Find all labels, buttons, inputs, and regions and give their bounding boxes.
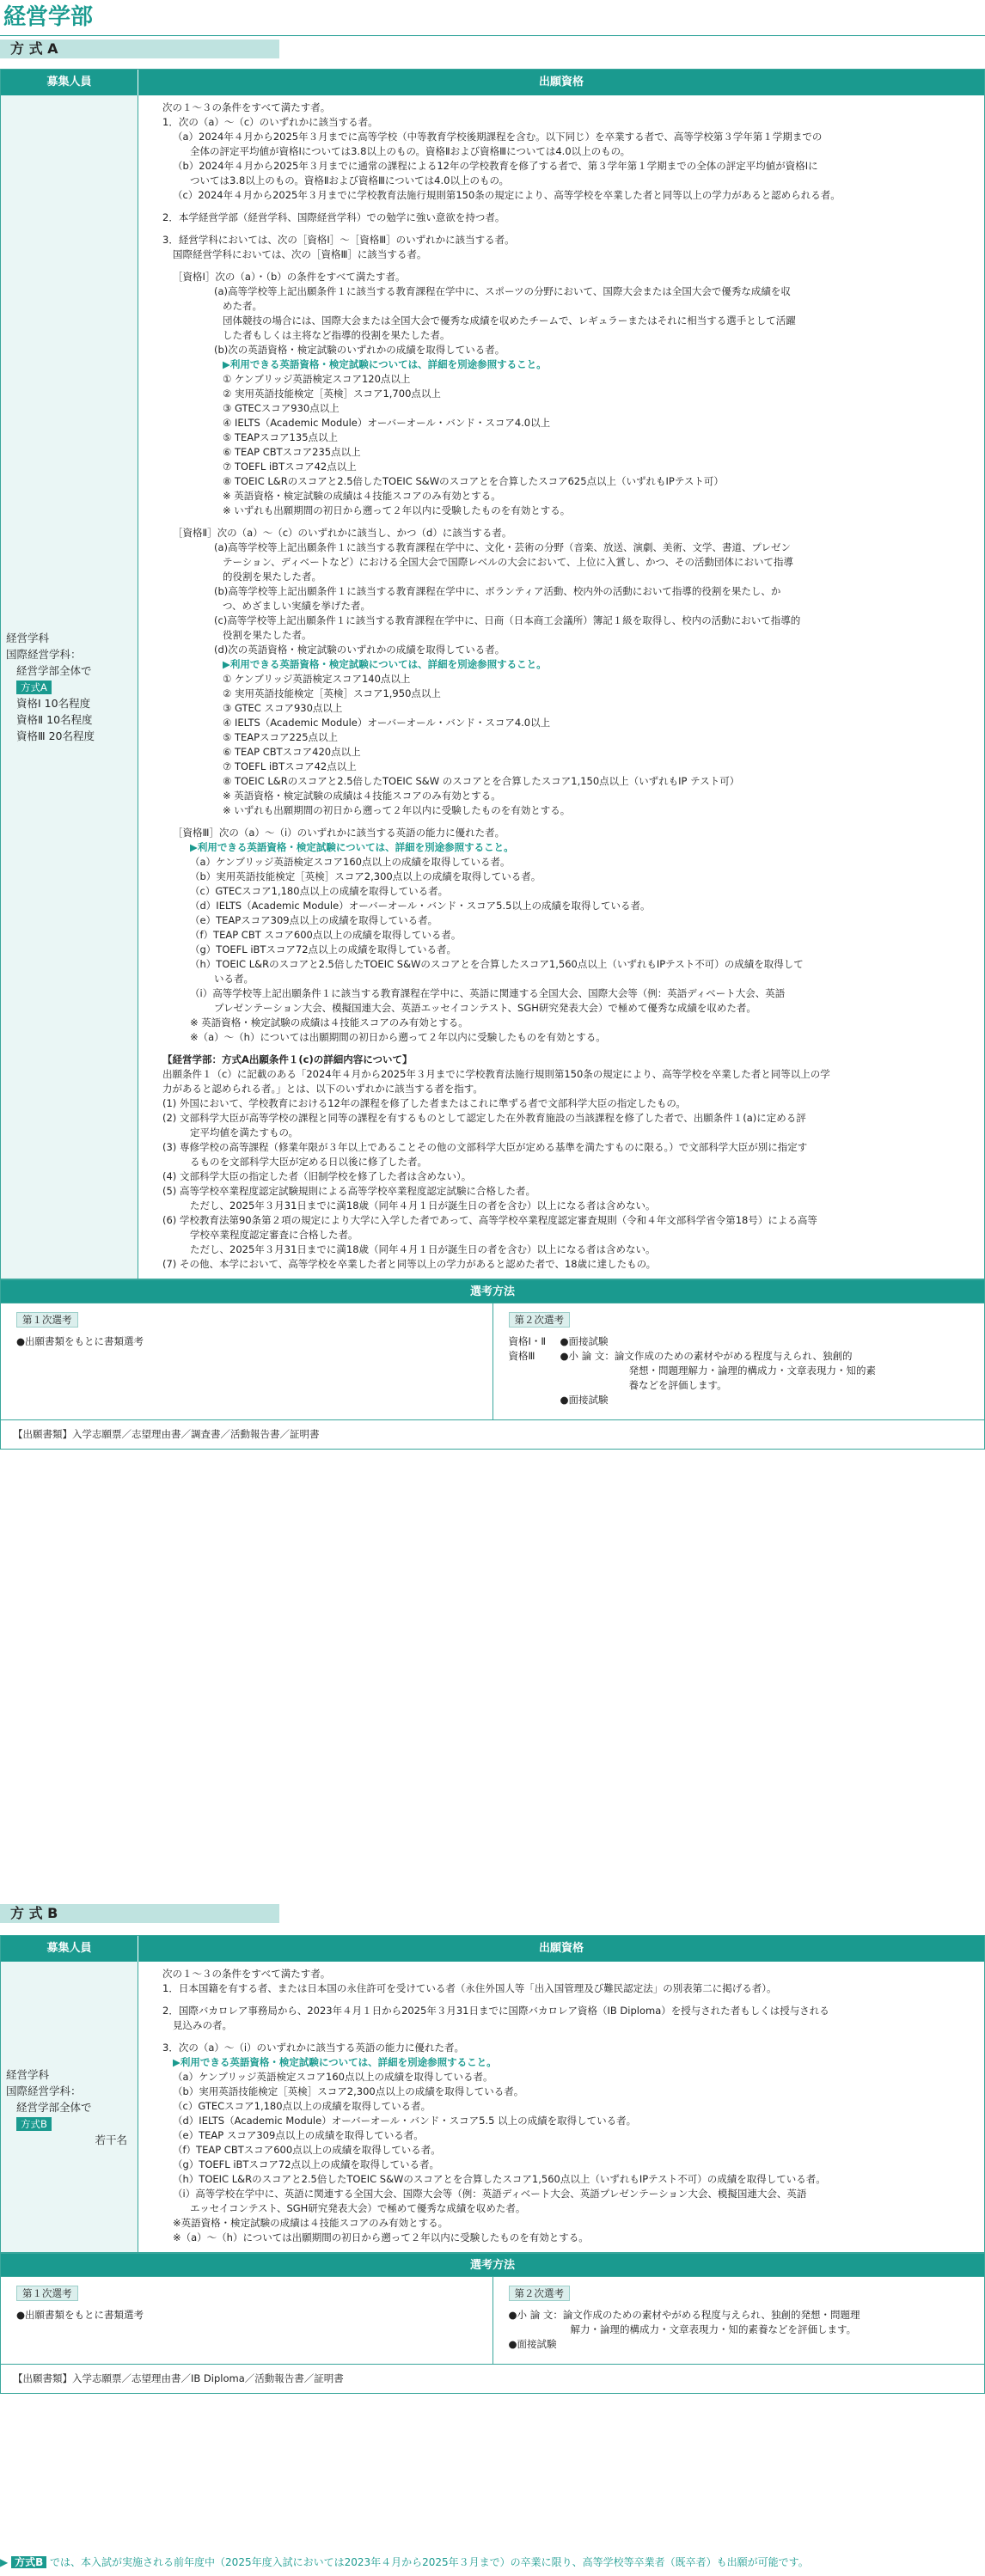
qual-line: 全体の評定平均値が資格Ⅰについては3.8以上のもの。資格Ⅱおよび資格Ⅲについては4.0以上のもの。 — [190, 145, 631, 157]
method-a-title: 方 式 A — [0, 40, 279, 58]
recruit-count — [1, 95, 138, 1279]
qual-line: 力があると認められる者。」とは、以下のいずれかに該当する者を指す。 — [162, 1083, 483, 1095]
qual-line: ⑧ TOEIC L&Rのスコアと2.5倍したTOEIC S&W のスコアとを合算したスコア1,150点以上（いずれもIP テスト可） — [223, 775, 740, 787]
qual-line: ④ IELTS（Academic Module）オーバーオール・バンド・スコア4.0以上 — [223, 417, 551, 429]
qual-line: 団体競技の場合には、国際大会または全国大会で優秀な成績を収めたチームで、レギュラーまたはそれに相当する選手として活躍 — [223, 314, 796, 327]
qual-line: （f）TEAP CBT スコア600点以上の成績を取得している者。 — [190, 929, 462, 941]
qual-line: (3) 専修学校の高等課程（修業年限が３年以上であることその他の文部科学大臣が定める基準を満たすものに限る。）で文部科学大臣が別に指定す — [162, 1141, 808, 1153]
qual-line: （c）GTECスコア1,180点以上の成績を取得している者。 — [190, 885, 449, 897]
stage1 — [1, 2277, 492, 2364]
qual-line: 2．国際バカロレア事務局から、2023年４月１日から2025年３月31日までに国際バカロレア資格（IB Diploma）を授与された者もしくは授与される — [162, 2005, 829, 2017]
qual-line: (b)高等学校等上記出願条件１に該当する教育課程在学中に、ボランティア活動、校内外の活動において指導的役割を果たし、か — [214, 585, 781, 597]
english-test-note: ▶利用できる英語資格・検定試験については、詳細を別途参照すること。 — [190, 841, 514, 853]
qual-line: （e）TEAP スコア309点以上の成績を取得している者。 — [173, 2129, 424, 2141]
selection-body — [1, 1303, 984, 1419]
footnote — [0, 2555, 985, 2570]
detail-heading: 【経営学部：方式A出願条件１(c)の詳細内容について】 — [162, 1053, 413, 1065]
footnote-badge: 方式B — [11, 2556, 46, 2568]
qual-line: ※英語資格・検定試験の成績は４技能スコアのみ有効とする。 — [173, 2217, 449, 2229]
method-badge: 方式B — [16, 2117, 52, 2131]
stage2-text: 発想・問題理解力・論理的構成力・文章表現力・知的素 — [628, 1364, 876, 1377]
recruit-quota: 資格Ⅰ 10名程度 — [16, 697, 91, 710]
qual-line: （i）高等学校等上記出願条件１に該当する教育課程在学中に、英語に関連する全国大会、国際大会等（例：英語ディベート大会、英語 — [190, 987, 786, 999]
recruit-scope: 経営学部全体で — [16, 2100, 92, 2114]
qualification-header: 出願資格 — [538, 76, 584, 89]
qual-line: （a）ケンブリッジ英語検定スコア160点以上の成績を取得している者。 — [173, 2071, 493, 2083]
stage1-text: ●出願書類をもとに書類選考 — [16, 2309, 144, 2321]
qual-line: 次の１～３の条件をすべて満たす者。 — [162, 101, 331, 113]
qual-line: ⑥ TEAP CBTスコア420点以上 — [223, 746, 361, 758]
qual-line: 3．次の（a）～（i）のいずれかに該当する英語の能力に優れた者。 — [162, 2042, 465, 2054]
stage2-text: 養などを評価します。 — [628, 1379, 727, 1391]
qual-line: ① ケンブリッジ英語検定スコア120点以上 — [223, 373, 411, 385]
qual-line: ［資格Ⅲ］次の（a）～（i）のいずれかに該当する英語の能力に優れた者。 — [173, 827, 505, 839]
qual-line: （a）ケンブリッジ英語検定スコア160点以上の成績を取得している者。 — [190, 856, 511, 868]
method-badge: 方式A — [16, 681, 52, 694]
recruit-scope: 経営学部全体で — [16, 664, 92, 677]
qual-line: ③ GTEC スコア930点以上 — [223, 702, 343, 714]
qual-line: ついては3.8以上のもの。資格Ⅱおよび資格Ⅲについては4.0以上のもの。 — [190, 174, 510, 186]
method-a-header — [1, 70, 984, 95]
qual-line: 1．日本国籍を有する者、または日本国の永住許可を受けている者（永住外国人等「出入国管理及び難民認定法」の別表第二に掲げる者）。 — [162, 1982, 777, 1994]
stage2 — [492, 2277, 985, 2364]
qual-line: 1．次の（a）～（c）のいずれかに該当する者。 — [162, 116, 378, 128]
qual-line: ※ 英語資格・検定試験の成績は４技能スコアのみ有効とする。 — [223, 790, 501, 802]
english-test-note: ▶利用できる英語資格・検定試験については、詳細を別途参照すること。 — [173, 2056, 497, 2068]
qual-line: ただし、2025年３月31日までに満18歳（同年４月１日が誕生日の者を含む）以上になる者は含めない。 — [190, 1243, 656, 1255]
qual-line: 見込みの者。 — [173, 2019, 232, 2031]
stage2 — [492, 1303, 985, 1419]
selection-body — [1, 2276, 984, 2364]
qual-line: いる者。 — [214, 973, 254, 985]
recruit-quota: 若干名 — [95, 2133, 127, 2146]
stage2-tag: 第２次選考 — [509, 2286, 571, 2301]
qual-line: (7) その他、本学において、高等学校を卒業した者と同等以上の学力があると認めた者で、18歳に達したもの。 — [162, 1258, 657, 1270]
qual-line: ② 実用英語技能検定［英検］スコア1,700点以上 — [223, 388, 441, 400]
qual-line: （d）IELTS（Academic Module）オーバーオール・バンド・スコア5.5 以上の成績を取得している者。 — [173, 2115, 637, 2127]
qual-line: ※（a）～（h）については出願期間の初日から遡って２年以内に受験したものを有効とする。 — [190, 1031, 606, 1043]
qual-line: ※ いずれも出願期間の初日から遡って２年以内に受験したものを有効とする。 — [223, 504, 571, 516]
qual-line: (1) 外国において、学校教育における12年の課程を修了した者またはこれに準ずる者で文部科学大臣の指定したもの。 — [162, 1097, 686, 1109]
qual-line: （b）2024年４月から2025年３月までに通常の課程による12年の学校教育を修了する者で、第３学年第１学期までの全体の評定平均値が資格Ⅰに — [173, 160, 818, 172]
footnote-arrow-icon: ▶ — [0, 2556, 9, 2568]
qual-line: ※ 英語資格・検定試験の成績は４技能スコアのみ有効とする。 — [190, 1016, 468, 1029]
stage1-tag: 第１次選考 — [16, 2286, 78, 2301]
qual-line: (6) 学校教育法第90条第２項の規定により大学に入学した者であって、高等学校卒業程度認定審査規則（令和４年文部科学省令第18号）による高等 — [162, 1214, 817, 1226]
qual-line: ⑥ TEAP CBTスコア235点以上 — [223, 446, 361, 458]
qualification-body — [138, 1962, 984, 2252]
qual-line: ③ GTECスコア930点以上 — [223, 402, 340, 414]
stage2-text: ●小 論 文：論文作成のための素材やがめる程度与えられ、独創的 — [560, 1350, 853, 1362]
qual-line: （a）2024年４月から2025年３月までに高等学校（中等教育学校後期課程を含む。以下同じ）を卒業する者で、高等学校第３学年第１学期までの — [173, 131, 823, 143]
qual-line: ⑦ TOEFL iBTスコア42点以上 — [223, 760, 357, 772]
qual-line: (d)次の英語資格・検定試験のいずれかの成績を取得している者。 — [214, 644, 505, 656]
stage1-tag: 第１次選考 — [16, 1312, 78, 1328]
qual-line: ① ケンブリッジ英語検定スコア140点以上 — [223, 673, 411, 685]
qual-line: ※ 英語資格・検定試験の成績は４技能スコアのみ有効とする。 — [223, 490, 501, 502]
qual-line: ［資格Ⅱ］次の（a）～（c）のいずれかに該当し、かつ（d）に該当する者。 — [173, 527, 512, 539]
qual-line: (a)高等学校等上記出願条件１に該当する教育課程在学中に、文化・芸術の分野（音楽、放送、演劇、美術、文学、書道、プレゼン — [214, 541, 792, 553]
qual-line: （e）TEAPスコア309点以上の成績を取得している者。 — [190, 914, 438, 926]
method-a-section — [0, 69, 985, 1450]
qual-line: (4) 文部科学大臣の指定した者（旧制学校を修了した者は含めない）。 — [162, 1170, 472, 1182]
recruit-header: 募集人員 — [1, 1936, 138, 1962]
stage2-label: 資格Ⅲ — [508, 1350, 535, 1362]
qual-line: ② 実用英語技能検定［英検］スコア1,950点以上 — [223, 687, 441, 699]
faculty-title: 経営学部 — [0, 0, 985, 36]
qual-line: （b）実用英語技能検定［英検］スコア2,300点以上の成績を取得している者。 — [173, 2085, 524, 2097]
qual-line: つ、めざましい実績を挙げた者。 — [223, 600, 371, 612]
qual-line: （c）GTECスコア1,180点以上の成績を取得している者。 — [173, 2100, 431, 2112]
qual-line: るものを文部科学大臣が定める日以後に修了した者。 — [190, 1156, 427, 1168]
qual-line: 出願条件１（c）に記載のある「2024年４月から2025年３月までに学校教育法施行規則第150条の規定により、高等学校を卒業した者と同等以上の学 — [162, 1068, 830, 1080]
qual-line: （h）TOEIC L&Rのスコアと2.5倍したTOEIC S&Wのスコアとを合算したスコア1,560点以上（いずれもIPテスト不可）の成績を取得して — [190, 958, 804, 970]
english-test-note: ▶利用できる英語資格・検定試験については、詳細を別途参照すること。 — [223, 658, 547, 670]
qual-line: ただし、2025年３月31日までに満18歳（同年４月１日が誕生日の者を含む）以上になる者は含めない。 — [190, 1199, 656, 1212]
qual-line: めた者。 — [223, 300, 262, 312]
recruit-dept: 国際経営学科： — [6, 2084, 82, 2097]
qual-line: ⑤ TEAPスコア225点以上 — [223, 731, 339, 743]
qual-line: 的役割を果たした者。 — [223, 571, 321, 583]
footnote-text: では、本入試が実施される前年度中（2025年度入試においては2023年４月から2025年３月まで）の卒業に限り、高等学校等卒業者（既卒者）も出願が可能です。 — [50, 2556, 809, 2568]
recruit-header: 募集人員 — [1, 70, 138, 95]
english-test-note: ▶利用できる英語資格・検定試験については、詳細を別途参照すること。 — [223, 358, 547, 370]
qual-line: （g）TOEFL iBTスコア72点以上の成績を取得している者。 — [173, 2158, 440, 2170]
method-b-header — [1, 1936, 984, 1962]
qual-line: 役割を果たした者。 — [223, 629, 312, 641]
qual-line: 学校卒業程度認定審査に合格した者。 — [190, 1229, 358, 1241]
qual-line: ［資格Ⅰ］次の（a）・（b）の条件をすべて満たす者。 — [173, 271, 406, 283]
qual-line: ※ いずれも出願期間の初日から遡って２年以内に受験したものを有効とする。 — [223, 804, 571, 816]
qual-line: ④ IELTS（Academic Module）オーバーオール・バンド・スコア4.0以上 — [223, 717, 551, 729]
qual-line: (b)次の英語資格・検定試験のいずれかの成績を取得している者。 — [214, 344, 505, 356]
selection-header: 選考方法 — [1, 2252, 984, 2276]
application-documents: 【出願書類】入学志願票／志望理由書／調査書／活動報告書／証明書 — [1, 1419, 984, 1449]
qual-line: 次の１～３の条件をすべて満たす者。 — [162, 1968, 331, 1980]
stage1 — [1, 1303, 492, 1419]
recruit-dept: 経営学科 — [6, 2067, 50, 2081]
stage2-text: 解力・論理的構成力・文章表現力・知的素養などを評価します。 — [570, 2323, 857, 2335]
recruit-dept: 経営学科 — [6, 632, 50, 644]
recruit-quota: 資格Ⅱ 10名程度 — [16, 713, 93, 726]
qual-line: (c)高等学校等上記出願条件１に該当する教育課程在学中に、日商（日本商工会議所）簿記１級を取得し、校内の活動において指導的 — [214, 614, 801, 626]
qual-line: エッセイコンテスト、SGH研究発表大会）で極めて優秀な成績を収めた者。 — [190, 2202, 526, 2214]
qual-line: 3．経営学科においては、次の［資格Ⅰ］～［資格Ⅲ］のいずれかに該当する者。 — [162, 234, 515, 246]
qual-line: (2) 文部科学大臣が高等学校の課程と同等の課程を有するものとして認定した在外教育施設の当該課程を修了した者で、出願条件１(a)に定める評 — [162, 1112, 806, 1124]
stage2-text: ●小 論 文：論文作成のための素材やがめる程度与えられ、独創的発想・問題理 — [508, 2309, 860, 2321]
qual-line: （g）TOEFL iBTスコア72点以上の成績を取得している者。 — [190, 943, 457, 955]
qual-line: 国際経営学科においては、次の［資格Ⅲ］に該当する者。 — [173, 248, 427, 260]
qual-line: （d）IELTS（Academic Module）オーバーオール・バンド・スコア5.5以上の成績を取得している者。 — [190, 900, 651, 912]
stage1-text: ●出願書類をもとに書類選考 — [16, 1335, 144, 1347]
qual-line: 定平均値を満たすもの。 — [190, 1126, 299, 1138]
qual-line: （h）TOEIC L&Rのスコアと2.5倍したTOEIC S&Wのスコアとを合算したスコア1,560点以上（いずれもIPテスト不可）の成績を取得している者。 — [173, 2173, 826, 2185]
qual-line: ⑤ TEAPスコア135点以上 — [223, 431, 339, 443]
stage2-text: ●面接試験 — [560, 1394, 609, 1406]
method-b-title: 方 式 B — [0, 1904, 279, 1923]
qualification-body — [138, 95, 984, 1279]
stage2-text: ●面接試験 — [560, 1335, 609, 1347]
qual-line: ⑦ TOEFL iBTスコア42点以上 — [223, 461, 357, 473]
qual-line: プレゼンテーション大会、模擬国連大会、英語エッセイコンテスト、SGH研究発表大会）で極めて優秀な成績を収めた者。 — [214, 1002, 756, 1014]
stage2-label: 資格Ⅰ・Ⅱ — [508, 1335, 547, 1347]
qual-line: ⑧ TOEIC L&Rのスコアと2.5倍したTOEIC S&Wのスコアとを合算したスコア625点以上（いずれもIPテスト可） — [223, 475, 724, 487]
qual-line: 2．本学経営学部（経営学科、国際経営学科）での勉学に強い意欲を持つ者。 — [162, 211, 505, 223]
recruit-count — [1, 1962, 138, 2252]
qual-line: （f）TEAP CBTスコア600点以上の成績を取得している者。 — [173, 2144, 441, 2156]
stage2-text: ●面接試験 — [508, 2338, 557, 2350]
qual-line: （b）実用英語技能検定［英検］スコア2,300点以上の成績を取得している者。 — [190, 870, 541, 882]
stage2-tag: 第２次選考 — [509, 1312, 571, 1328]
method-b-section — [0, 1935, 985, 2394]
qualification-header: 出願資格 — [538, 1942, 584, 1955]
qual-line: （c）2024年４月から2025年３月までに学校教育法施行規則第150条の規定により、高等学校を卒業した者と同等以上の学力があると認められる者。 — [173, 189, 841, 201]
qual-line: テーション、ディベートなど）における全国大会で国際レベルの大会において、上位に入賞し、かつ、その活動団体において指導 — [223, 556, 794, 568]
qual-line: ※（a）～（h）については出願期間の初日から遡って２年以内に受験したものを有効とする。 — [173, 2231, 589, 2243]
qual-line: (5) 高等学校卒業程度認定試験規則による高等学校卒業程度認定試験に合格した者。 — [162, 1185, 535, 1197]
recruit-quota: 資格Ⅲ 20名程度 — [16, 729, 95, 742]
recruit-dept: 国際経営学科： — [6, 648, 82, 661]
qual-line: した者もしくは主将など指導的役割を果たした者。 — [223, 329, 450, 341]
qual-line: （i）高等学校在学中に、英語に関連する全国大会、国際大会等（例：英語ディベート大会、英語プレゼンテーション大会、模擬国連大会、英語 — [173, 2188, 807, 2200]
qual-line: (a)高等学校等上記出願条件１に該当する教育課程在学中に、スポーツの分野において、国際大会または全国大会で優秀な成績を収 — [214, 285, 791, 297]
selection-header: 選考方法 — [1, 1279, 984, 1303]
application-documents: 【出願書類】入学志願票／志望理由書／IB Diploma／活動報告書／証明書 — [1, 2364, 984, 2393]
